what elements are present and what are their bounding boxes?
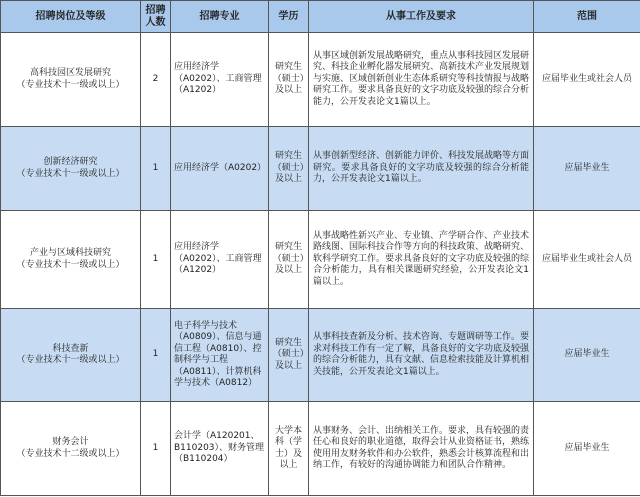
major-cell: 应用经济学（A0202）、工商管理（A1202） [171, 211, 269, 309]
header-duties: 从事工作及要求 [309, 1, 534, 33]
table-row [1, 211, 640, 309]
table-row [1, 33, 640, 127]
table-row [1, 309, 640, 402]
scope-cell: 应届毕业生 [534, 127, 640, 211]
duties-cell: 从事战略性新兴产业、专业镇、产学研合作、产业技术路线图、国际科技合作等方向的科技政策、战略研究、软科学研究工作。要求具备良好的文字功底及较强的综合分析能力，具有相关课题研究经验，公开发表论文1篇以上。 [309, 211, 534, 309]
duties-cell: 从事财务、会计、出纳相关工作。要求，具有较强的责任心和良好的职业道德，取得会计从业资格证书，熟练使用用友财务软件和办公软件，熟悉会计核算流程和出纳工作，有较好的沟通协调能力和团队合作精神。 [309, 402, 534, 496]
education-cell: 研究生（硕士）及以上 [269, 33, 309, 127]
header-row [1, 1, 640, 33]
education-cell: 大学本科（学士）及以上 [269, 402, 309, 496]
major-cell: 应用经济学（A0202） [171, 127, 269, 211]
duties-cell: 从事区域创新发展战略研究，重点从事科技园区发展研究、科技企业孵化器发展研究、高新技术产业发展规划与实施、区域创新创业生态体系研究等科技情报与战略研究工作。要求具备良好的文字功底及较强的综合分析能力，公开发表论文1篇以上。 [309, 33, 534, 127]
count-cell: 1 [141, 309, 171, 402]
major-cell: 会计学（A120201、B110203）、财务管理（B110204） [171, 402, 269, 496]
table-row [1, 127, 640, 211]
position-cell [1, 402, 141, 496]
position-name: 财务会计 [52, 437, 89, 447]
scope-cell: 应届毕业生或社会人员 [534, 211, 640, 309]
header-scope: 范围 [534, 1, 640, 33]
position-cell [1, 309, 141, 402]
education-cell: 研究生（硕士）及以上 [269, 211, 309, 309]
position-level: （专业技术十一级或以上） [16, 168, 125, 179]
position-name: 科技查新 [52, 343, 89, 354]
header-education: 学历 [269, 1, 309, 33]
education-cell: 研究生（硕士）及以上 [269, 127, 309, 211]
major-cell: 应用经济学（A0202）、工商管理（A1202） [171, 33, 269, 127]
duties-cell: 从事科技查新及分析、技术咨询、专题调研等工作。要求对科技工作有一定了解，具备良好的文字功底及较强的综合分析能力，具有文献、信息检索技能及计算机相关技能，公开发表论文1篇以上。 [309, 309, 534, 402]
count-cell: 1 [141, 402, 171, 496]
table-row [1, 402, 640, 496]
position-name: 高科技园区发展研究 [29, 68, 111, 78]
position-cell [1, 211, 141, 309]
header-major: 招聘专业 [171, 1, 269, 33]
major-cell: 电子科学与技术（A0809）、信息与通信工程（A0810）、控制科学与工程（A0811）、计算机科学与技术（A0812） [171, 309, 269, 402]
position-name: 产业与区域科技研究 [29, 248, 111, 258]
position-level: （专业技术十一级或以上） [16, 259, 125, 270]
position-level: （专业技术十一级或以上） [16, 355, 125, 365]
header-position: 招聘岗位及等级 [1, 1, 141, 33]
position-name: 创新经济研究 [43, 157, 98, 167]
position-cell [1, 33, 141, 127]
position-level: （专业技术十二级或以上） [16, 448, 125, 459]
education-cell: 研究生（硕士）及以上 [269, 309, 309, 402]
count-cell: 1 [141, 211, 171, 309]
scope-cell: 应届毕业生 [534, 402, 640, 496]
position-cell [1, 127, 141, 211]
header-count: 招聘人数 [141, 1, 171, 33]
scope-cell: 应届毕业生 [534, 309, 640, 402]
count-cell: 1 [141, 127, 171, 211]
position-level: （专业技术十一级或以上） [16, 79, 125, 90]
count-cell: 2 [141, 33, 171, 127]
duties-cell: 从事创新型经济、创新能力评价、科技发展战略等方面研究。要求具备良好的文字功底及较强的综合分析能力，公开发表论文1篇以上。 [309, 127, 534, 211]
scope-cell: 应届毕业生或社会人员 [534, 33, 640, 127]
